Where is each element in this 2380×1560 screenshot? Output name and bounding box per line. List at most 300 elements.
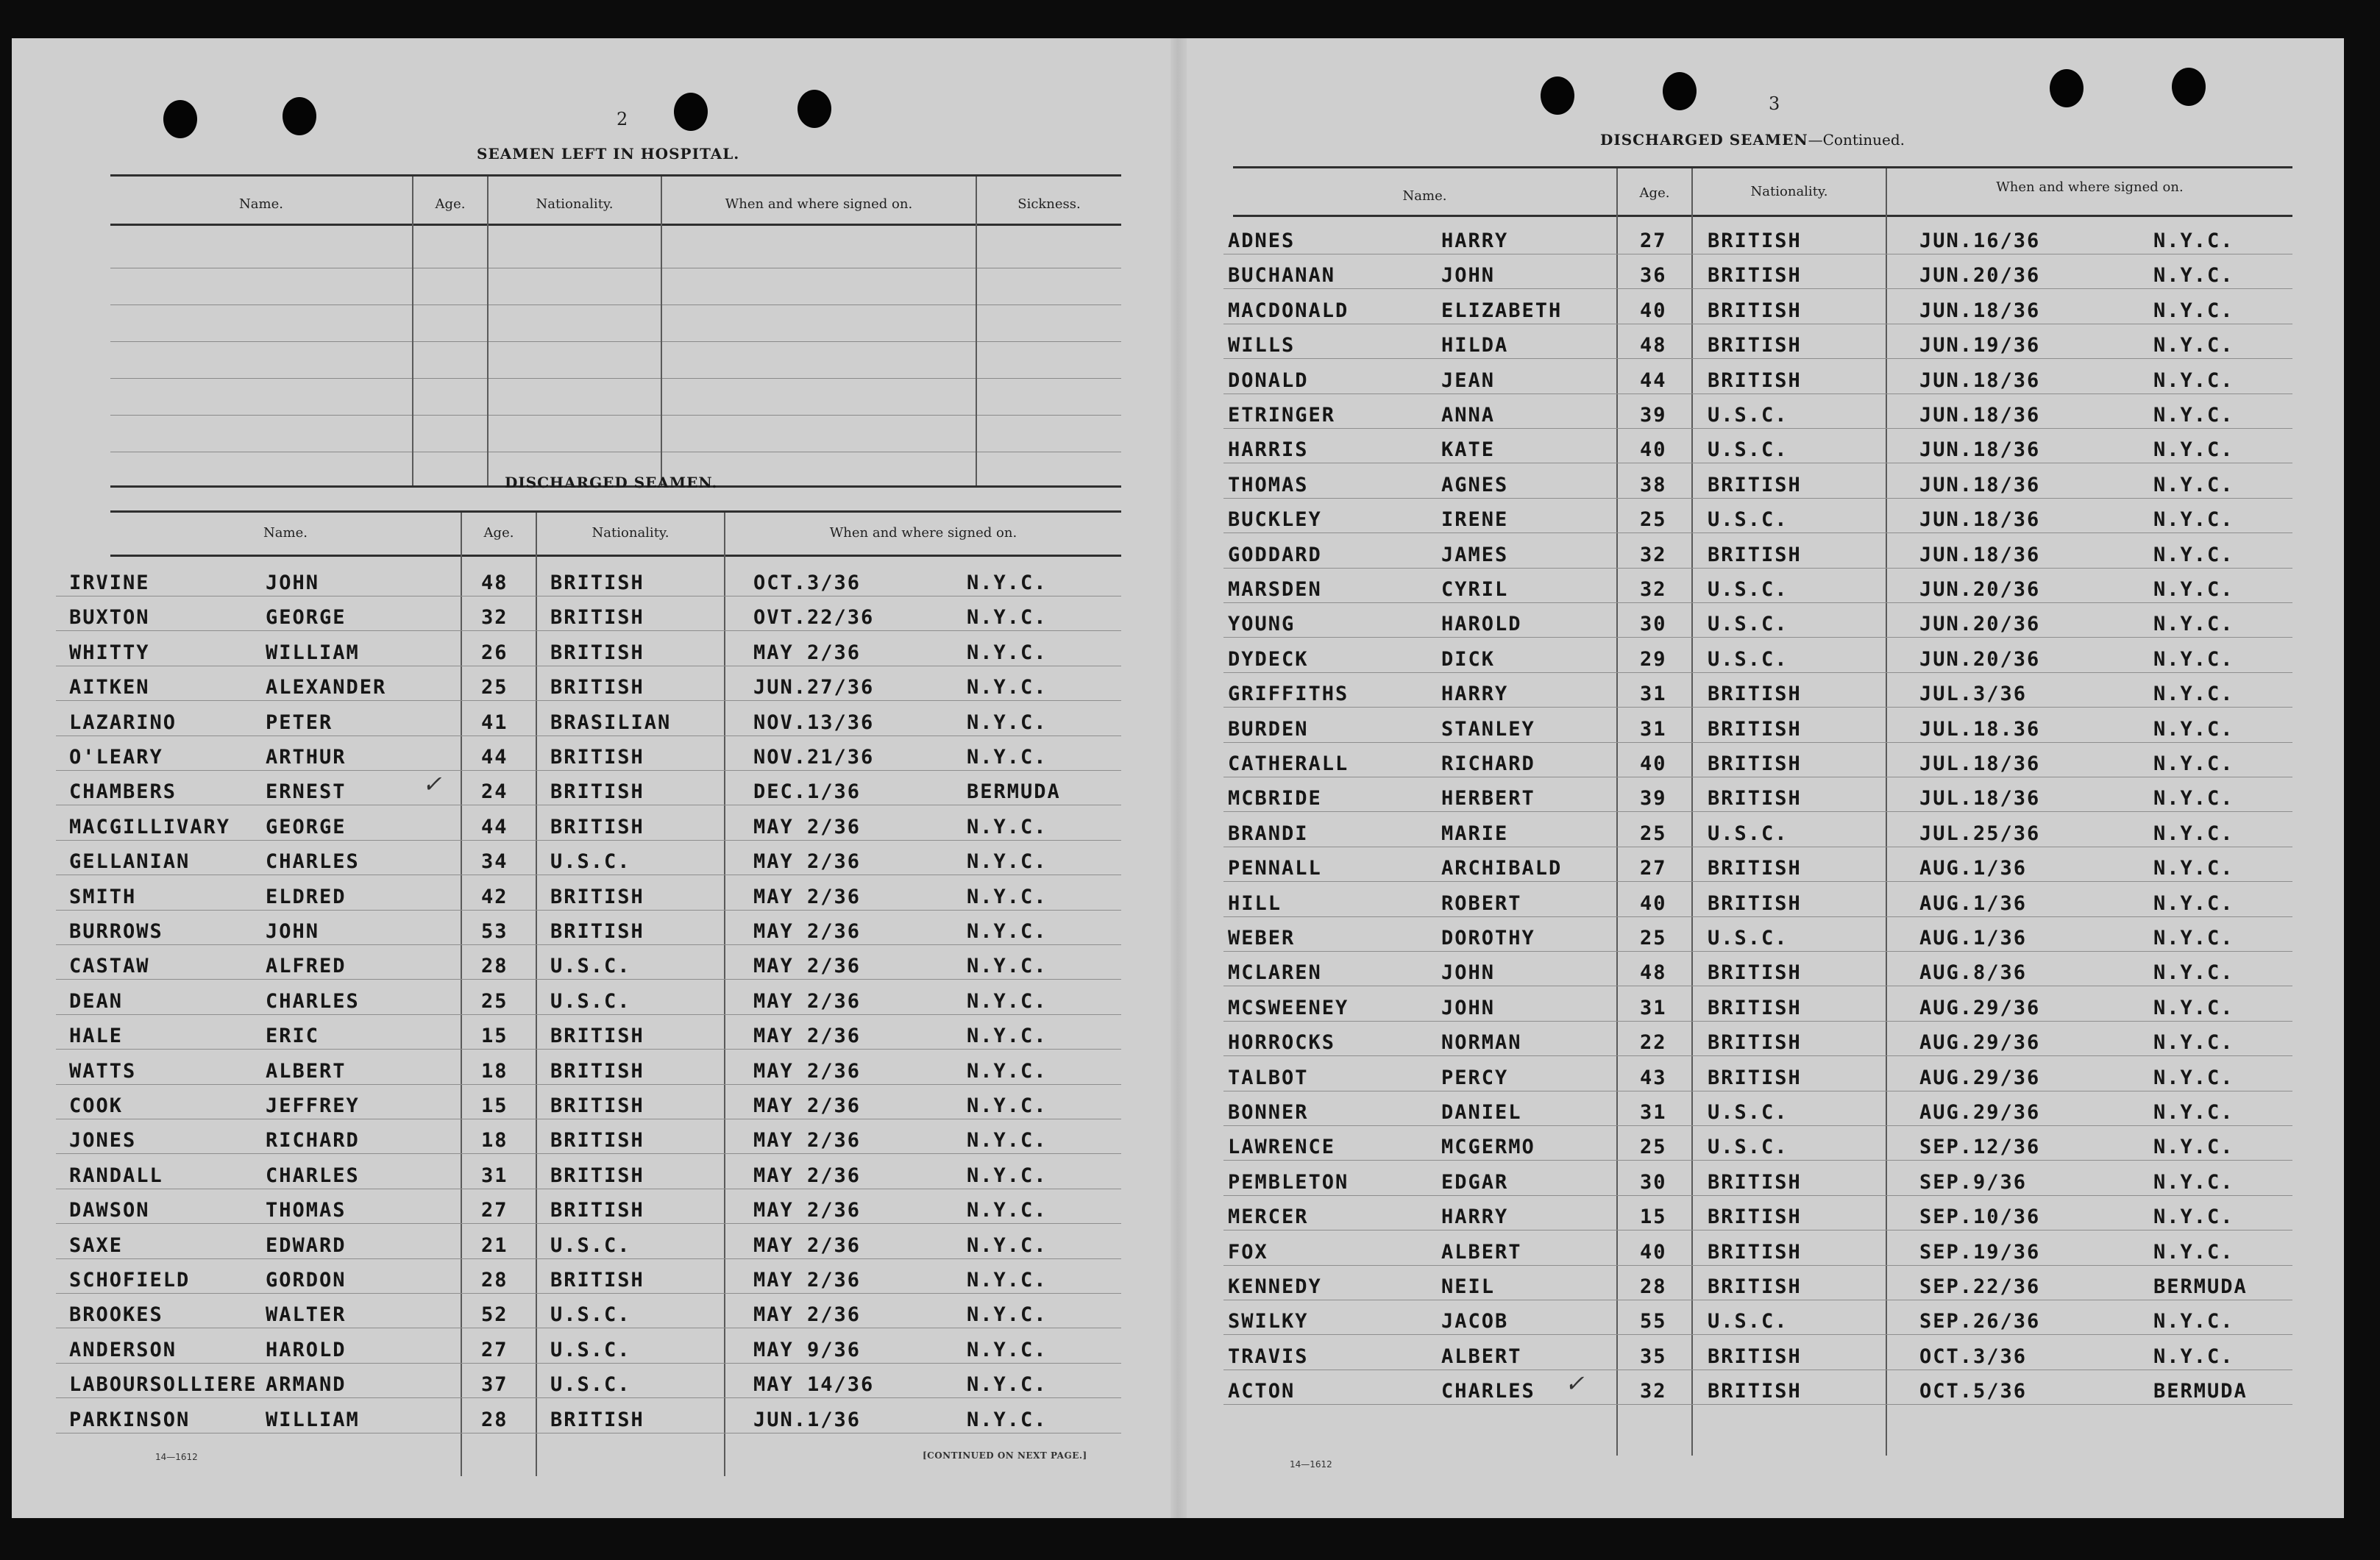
surname-cell: BURDEN [1228,717,1309,741]
discharged-section-title: DISCHARGED SEAMEN. [505,474,718,491]
given-name-cell: GEORGE [266,815,347,838]
signed-on-date-cell: JUN.1/36 [753,1408,862,1431]
nationality-cell: BRITISH [1708,996,1802,1019]
column-header-signed-on: When and where signed on. [829,525,1017,541]
signed-on-date-cell: JUL.18/36 [1919,752,2041,775]
given-name-cell: RICHARD [266,1129,360,1153]
signed-on-place-cell: N.Y.C. [967,1199,1048,1222]
row-rule [1223,602,2292,603]
age-cell: 15 [1640,1205,1667,1229]
signed-on-place-cell: N.Y.C. [967,641,1048,664]
nationality-cell: U.S.C. [1708,1101,1788,1124]
row-rule [56,1014,1121,1015]
surname-cell: LABOURSOLLIERE [69,1373,257,1397]
signed-on-place-cell: N.Y.C. [967,989,1048,1013]
table-row [1223,1268,2292,1300]
surname-cell: FOX [1228,1240,1268,1264]
row-rule [110,341,1121,342]
nationality-cell: BRITISH [1708,717,1802,741]
nationality-cell: U.S.C. [1708,578,1788,601]
given-name-cell: JOHN [266,920,320,943]
signed-on-date-cell: MAY 2/36 [753,885,862,908]
table-rule [110,555,1121,557]
row-rule [1223,707,2292,708]
nationality-cell: U.S.C. [550,1338,631,1361]
signed-on-date-cell: JUN.20/36 [1919,613,2041,636]
table-row [1223,536,2292,569]
nationality-cell: BRITISH [550,1129,644,1153]
signed-on-date-cell: AUG.29/36 [1919,1101,2041,1124]
given-name-cell: ALFRED [266,955,347,978]
nationality-cell: BRITISH [550,1025,644,1048]
row-rule [56,840,1121,841]
signed-on-place-cell: N.Y.C. [2153,891,2234,915]
surname-cell: CHAMBERS [69,780,177,804]
age-cell: 48 [481,571,508,594]
signed-on-date-cell: MAY 2/36 [753,955,862,978]
signed-on-date-cell: OCT.5/36 [1919,1380,2028,1403]
nationality-cell: U.S.C. [550,850,631,874]
surname-cell: YOUNG [1228,613,1296,636]
left-page [12,38,1171,1518]
age-cell: 42 [481,885,508,908]
surname-cell: THOMAS [1228,473,1309,496]
given-name-cell: CHARLES [266,850,360,874]
nationality-cell: U.S.C. [1708,927,1788,950]
column-header-nationality: Nationality. [536,196,614,212]
signed-on-place-cell: N.Y.C. [967,1373,1048,1397]
signed-on-place-cell: N.Y.C. [2153,578,2234,601]
surname-cell: CASTAW [69,955,150,978]
signed-on-date-cell: MAY 2/36 [753,815,862,838]
given-name-cell: PERCY [1441,1066,1509,1089]
age-cell: 15 [481,1094,508,1117]
age-cell: 40 [1640,752,1667,775]
age-cell: 28 [481,1269,508,1292]
given-name-cell: ELIZABETH [1441,299,1563,322]
page-number: 3 [1769,93,1780,114]
surname-cell: BONNER [1228,1101,1309,1124]
table-row [1223,501,2292,533]
nationality-cell: BRITISH [1708,368,1802,392]
given-name-cell: JACOB [1441,1310,1509,1333]
surname-cell: LAWRENCE [1228,1136,1336,1159]
given-name-cell: NEIL [1441,1275,1496,1298]
table-row [1223,1338,2292,1370]
signed-on-place-cell: N.Y.C. [2153,1136,2234,1159]
signed-on-place-cell: N.Y.C. [2153,508,2234,532]
signed-on-place-cell: N.Y.C. [2153,299,2234,322]
given-name-cell: JOHN [266,571,320,594]
surname-cell: BUXTON [69,606,150,630]
signed-on-date-cell: JUN.20/36 [1919,647,2041,671]
row-rule [56,1258,1121,1259]
nationality-cell: BRITISH [1708,1240,1802,1264]
age-cell: 31 [1640,717,1667,741]
table-row [1223,780,2292,812]
signed-on-place-cell: N.Y.C. [967,1408,1048,1431]
given-name-cell: AGNES [1441,473,1509,496]
row-rule [56,770,1121,771]
given-name-cell: ALBERT [1441,1344,1522,1368]
surname-cell: DAWSON [69,1199,150,1222]
signed-on-place-cell: N.Y.C. [2153,927,2234,950]
signed-on-date-cell: OVT.22/36 [753,606,875,630]
table-rule [110,510,1121,513]
age-cell: 52 [481,1303,508,1327]
table-row [1223,989,2292,1022]
signed-on-date-cell: MAY 2/36 [753,1094,862,1117]
age-cell: 39 [1640,787,1667,811]
given-name-cell: HAROLD [1441,613,1522,636]
table-row [1223,1233,2292,1266]
signed-on-place-cell: N.Y.C. [967,1269,1048,1292]
age-cell: 39 [1640,404,1667,427]
signed-on-place-cell: N.Y.C. [967,1233,1048,1257]
given-name-cell: KATE [1441,438,1496,462]
table-row [56,1017,1121,1050]
signed-on-place-cell: N.Y.C. [2153,264,2234,288]
signed-on-date-cell: JUN.18/36 [1919,508,2041,532]
signed-on-date-cell: JUN.18/36 [1919,438,2041,462]
surname-cell: MCSWEENEY [1228,996,1349,1019]
table-row [1223,1198,2292,1230]
given-name-cell: ROBERT [1441,891,1522,915]
table-row [56,599,1121,631]
given-name-cell: JOHN [1441,961,1496,985]
nationality-cell: BRITISH [1708,229,1802,252]
age-cell: 40 [1640,891,1667,915]
page-fold [1171,38,1187,1518]
nationality-cell: BRITISH [1708,891,1802,915]
surname-cell: DONALD [1228,368,1309,392]
signed-on-place-cell: N.Y.C. [2153,543,2234,566]
signed-on-date-cell: SEP.26/36 [1919,1310,2041,1333]
nationality-cell: BRITISH [1708,299,1802,322]
nationality-cell: U.S.C. [1708,438,1788,462]
signed-on-place-cell: N.Y.C. [2153,1240,2234,1264]
signed-on-place-cell: N.Y.C. [2153,613,2234,636]
table-row [1223,1368,2292,1405]
surname-cell: HORROCKS [1228,1031,1336,1055]
age-cell: 27 [1640,229,1667,252]
document-sheet [12,38,2344,1518]
row-rule [110,304,1121,305]
row-rule [56,1084,1121,1085]
row-rule [1223,916,2292,917]
table-row [56,564,1121,596]
given-name-cell: HARRY [1441,229,1509,252]
signed-on-date-cell: JUN.27/36 [753,676,875,699]
signed-on-place-cell: N.Y.C. [2153,1205,2234,1229]
given-name-cell: JAMES [1441,543,1509,566]
row-rule [1223,811,2292,812]
signed-on-place-cell: N.Y.C. [967,815,1048,838]
age-cell: 30 [1640,613,1667,636]
row-rule [1223,951,2292,952]
table-row [1223,885,2292,917]
table-row [1223,954,2292,986]
signed-on-place-cell: N.Y.C. [967,1059,1048,1083]
surname-cell: GRIFFITHS [1228,683,1349,706]
given-name-cell: PETER [266,710,333,734]
surname-cell: HALE [69,1025,124,1048]
surname-cell: WEBER [1228,927,1296,950]
signed-on-place-cell: N.Y.C. [967,1338,1048,1361]
surname-cell: PEMBLETON [1228,1170,1349,1194]
page-number: 2 [617,109,628,129]
table-row [56,769,1121,805]
nationality-cell: BRITISH [1708,264,1802,288]
table-row [56,1401,1121,1433]
row-rule [1223,881,2292,882]
table-row [1223,850,2292,882]
given-name-cell: JEAN [1441,368,1496,392]
signed-on-date-cell: SEP.10/36 [1919,1205,2041,1229]
signed-on-date-cell: OCT.3/36 [753,571,862,594]
age-cell: 29 [1640,647,1667,671]
table-row [56,1261,1121,1294]
table-row [1223,1094,2292,1126]
table-row [1223,396,2292,429]
given-name-cell: GEORGE [266,606,347,630]
table-row [56,947,1121,980]
signed-on-date-cell: JUN.16/36 [1919,229,2041,252]
signed-on-date-cell: OCT.3/36 [1919,1344,2028,1368]
table-row [56,1331,1121,1364]
given-name-cell: ANNA [1441,404,1496,427]
given-name-cell: THOMAS [266,1199,347,1222]
nationality-cell: U.S.C. [1708,404,1788,427]
age-cell: 37 [481,1373,508,1397]
age-cell: 31 [481,1164,508,1187]
row-rule [1223,1195,2292,1196]
row-rule [1223,1404,2292,1405]
surname-cell: AITKEN [69,676,150,699]
check-mark: ✓ [424,769,441,799]
table-row [1223,571,2292,603]
row-rule [56,700,1121,701]
column-header-name: Name. [239,196,283,212]
given-name-cell: ELDRED [266,885,347,908]
signed-on-place-cell: N.Y.C. [2153,1344,2234,1368]
nationality-cell: BRITISH [550,606,644,630]
age-cell: 28 [481,1408,508,1431]
signed-on-date-cell: NOV.21/36 [753,746,875,769]
signed-on-date-cell: NOV.13/36 [753,710,875,734]
table-row [1223,919,2292,952]
signed-on-place-cell: N.Y.C. [2153,1310,2234,1333]
age-cell: 40 [1640,438,1667,462]
signed-on-place-cell: N.Y.C. [967,1303,1048,1327]
form-number: 14—1612 [155,1452,198,1462]
table-rule [110,174,1121,177]
nationality-cell: BRITISH [550,780,644,804]
row-rule [1223,1021,2292,1022]
row-rule [1223,672,2292,673]
signed-on-date-cell: MAY 2/36 [753,1233,862,1257]
nationality-cell: U.S.C. [1708,508,1788,532]
surname-cell: MERCER [1228,1205,1309,1229]
age-cell: 26 [481,641,508,664]
table-row [56,704,1121,736]
signed-on-date-cell: SEP.9/36 [1919,1170,2028,1194]
nationality-cell: U.S.C. [550,989,631,1013]
signed-on-date-cell: JUN.18/36 [1919,473,2041,496]
table-rule [1233,166,2292,168]
age-cell: 25 [481,989,508,1013]
section-title-continued: —Continued. [1808,131,1905,149]
signed-on-date-cell: SEP.12/36 [1919,1136,2041,1159]
nationality-cell: BRITISH [1708,683,1802,706]
surname-cell: LAZARINO [69,710,177,734]
age-cell: 35 [1640,1344,1667,1368]
given-name-cell: JEFFREY [266,1094,360,1117]
nationality-cell: BRITISH [1708,1380,1802,1403]
signed-on-place-cell: N.Y.C. [2153,717,2234,741]
age-cell: 44 [1640,368,1667,392]
surname-cell: WILLS [1228,334,1296,357]
age-cell: 32 [1640,543,1667,566]
given-name-cell: GORDON [266,1269,347,1292]
row-rule [56,944,1121,945]
signed-on-date-cell: AUG.1/36 [1919,927,2028,950]
given-name-cell: ALBERT [266,1059,347,1083]
given-name-cell: JOHN [1441,996,1496,1019]
age-cell: 31 [1640,1101,1667,1124]
column-header-name: Name. [1402,188,1447,204]
signed-on-place-cell: N.Y.C. [2153,647,2234,671]
given-name-cell: ARCHIBALD [1441,857,1563,880]
age-cell: 15 [481,1025,508,1048]
signed-on-date-cell: JUL.3/36 [1919,683,2028,706]
age-cell: 21 [481,1233,508,1257]
nationality-cell: BRITISH [1708,334,1802,357]
surname-cell: MACGILLIVARY [69,815,231,838]
surname-cell: MCLAREN [1228,961,1322,985]
given-name-cell: ERNEST [266,780,347,804]
signed-on-place-cell: N.Y.C. [2153,368,2234,392]
surname-cell: WATTS [69,1059,137,1083]
table-rule [1233,215,2292,217]
given-name-cell: NORMAN [1441,1031,1522,1055]
surname-cell: CATHERALL [1228,752,1349,775]
table-row [1223,1303,2292,1335]
given-name-cell: DOROTHY [1441,927,1535,950]
given-name-cell: STANLEY [1441,717,1535,741]
signed-on-date-cell: MAY 14/36 [753,1373,875,1397]
signed-on-place-cell: N.Y.C. [2153,438,2234,462]
surname-cell: SWILKY [1228,1310,1309,1333]
age-cell: 40 [1640,299,1667,322]
signed-on-place-cell: BERMUDA [2153,1380,2248,1403]
row-rule [1223,637,2292,638]
signed-on-place-cell: N.Y.C. [2153,473,2234,496]
table-row [56,1296,1121,1328]
signed-on-place-cell: N.Y.C. [2153,752,2234,775]
nationality-cell: BRITISH [1708,543,1802,566]
surname-cell: IRVINE [69,571,150,594]
signed-on-place-cell: N.Y.C. [967,676,1048,699]
hospital-section-title: SEAMEN LEFT IN HOSPITAL. [477,145,740,163]
age-cell: 38 [1640,473,1667,496]
signed-on-date-cell: JUN.18/36 [1919,299,2041,322]
surname-cell: DEAN [69,989,124,1013]
surname-cell: GELLANIAN [69,850,191,874]
nationality-cell: BRITISH [550,1199,644,1222]
age-cell: 24 [481,780,508,804]
surname-cell: WHITTY [69,641,150,664]
column-rule [976,177,977,487]
signed-on-place-cell: N.Y.C. [967,885,1048,908]
table-row [56,738,1121,771]
signed-on-date-cell: JUN.19/36 [1919,334,2041,357]
surname-cell: BROOKES [69,1303,163,1327]
given-name-cell: ALEXANDER [266,676,387,699]
table-row [56,983,1121,1015]
column-header-age: Age. [483,525,514,541]
table-row [56,913,1121,945]
nationality-cell: BRITISH [1708,1170,1802,1194]
surname-cell: TALBOT [1228,1066,1309,1089]
age-cell: 27 [1640,857,1667,880]
signed-on-place-cell: N.Y.C. [967,710,1048,734]
column-header-signed-on: When and where signed on. [1996,179,2184,195]
given-name-cell: ARMAND [266,1373,347,1397]
table-row [1223,431,2292,463]
nationality-cell: U.S.C. [1708,1310,1788,1333]
signed-on-date-cell: MAY 2/36 [753,1059,862,1083]
nationality-cell: U.S.C. [550,1233,631,1257]
surname-cell: HILL [1228,891,1282,915]
age-cell: 32 [1640,578,1667,601]
nationality-cell: BRITISH [550,885,644,908]
signed-on-place-cell: N.Y.C. [967,746,1048,769]
signed-on-date-cell: MAY 2/36 [753,989,862,1013]
nationality-cell: BRITISH [550,1164,644,1187]
age-cell: 18 [481,1129,508,1153]
row-rule [56,1049,1121,1050]
age-cell: 32 [1640,1380,1667,1403]
signed-on-date-cell: SEP.19/36 [1919,1240,2041,1264]
row-rule [1223,358,2292,359]
age-cell: 44 [481,746,508,769]
signed-on-date-cell: DEC.1/36 [753,780,862,804]
nationality-cell: BRITISH [1708,1066,1802,1089]
given-name-cell: CYRIL [1441,578,1509,601]
surname-cell: SCHOFIELD [69,1269,191,1292]
signed-on-place-cell: N.Y.C. [2153,1170,2234,1194]
given-name-cell: HAROLD [266,1338,347,1361]
age-cell: 31 [1640,683,1667,706]
row-rule [110,378,1121,379]
age-cell: 36 [1640,264,1667,288]
surname-cell: SMITH [69,885,137,908]
signed-on-date-cell: MAY 2/36 [753,850,862,874]
table-row [56,634,1121,666]
surname-cell: ETRINGER [1228,404,1336,427]
nationality-cell: U.S.C. [1708,822,1788,845]
age-cell: 25 [1640,1136,1667,1159]
row-rule [1223,1125,2292,1126]
column-header-signed-on: When and where signed on. [725,196,913,212]
signed-on-date-cell: MAY 2/36 [753,1164,862,1187]
signed-on-place-cell: N.Y.C. [967,1129,1048,1153]
given-name-cell: CHARLES [266,1164,360,1187]
row-rule [1223,288,2292,289]
table-row [56,843,1121,875]
signed-on-date-cell: JUN.18/36 [1919,368,2041,392]
